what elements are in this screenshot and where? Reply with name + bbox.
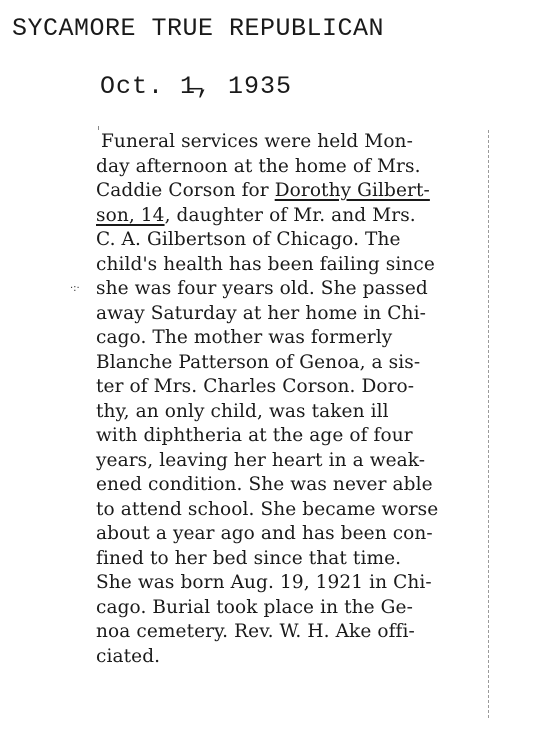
article-line: ciated. xyxy=(96,645,161,667)
article-line: child's health has been failing since xyxy=(96,253,435,275)
article-line: about a year ago and has been con- xyxy=(96,523,433,544)
article-line: Funeral services were held Mon- xyxy=(101,131,413,152)
margin-scribble: ·:· xyxy=(70,283,80,294)
article-line: noa cemetery. Rev. W. H. Ake offi- xyxy=(96,621,415,642)
article-line: day afternoon at the home of Mrs. xyxy=(96,155,421,177)
article-line: years, leaving her heart in a weak- xyxy=(96,449,426,471)
article-line: she was four years old. She passed xyxy=(96,278,428,299)
article-line: cago. Burial took place in the Ge- xyxy=(96,596,413,618)
article-line: fined to her bed since that time. xyxy=(96,547,402,569)
article-text: , daughter of Mr. and Mrs. xyxy=(164,204,416,226)
article-line-with-name xyxy=(96,179,488,204)
article-line: thy, an only child, was taken ill xyxy=(96,400,389,422)
article-line: cago. The mother was formerly xyxy=(96,327,393,348)
article-text: Caddie Corson for xyxy=(96,180,275,201)
article-line: ter of Mrs. Charles Corson. Doro- xyxy=(96,376,415,397)
article-line: She was born Aug. 19, 1921 in Chi- xyxy=(96,572,432,593)
deceased-name: Dorothy Gilbert- xyxy=(274,180,430,201)
article-line: away Saturday at her home in Chi- xyxy=(96,302,426,324)
article-line: with diphtheria at the age of four xyxy=(96,425,413,446)
newspaper-name: SYCAMORE TRUE REPUBLICAN xyxy=(12,14,385,43)
article-line: Blanche Patterson of Genoa, a sis- xyxy=(96,351,421,373)
clipping-date: Oct. 1̶̶, 1935 xyxy=(100,72,293,101)
obituary-clipping xyxy=(96,130,489,718)
article-line: C. A. Gilbertson of Chicago. The xyxy=(96,229,401,250)
article-line: to attend school. She became worse xyxy=(96,498,439,520)
deceased-name-continued: son, 14 xyxy=(96,204,165,226)
article-line: ened condition. She was never able xyxy=(96,474,433,495)
article-line-with-name xyxy=(96,204,488,229)
